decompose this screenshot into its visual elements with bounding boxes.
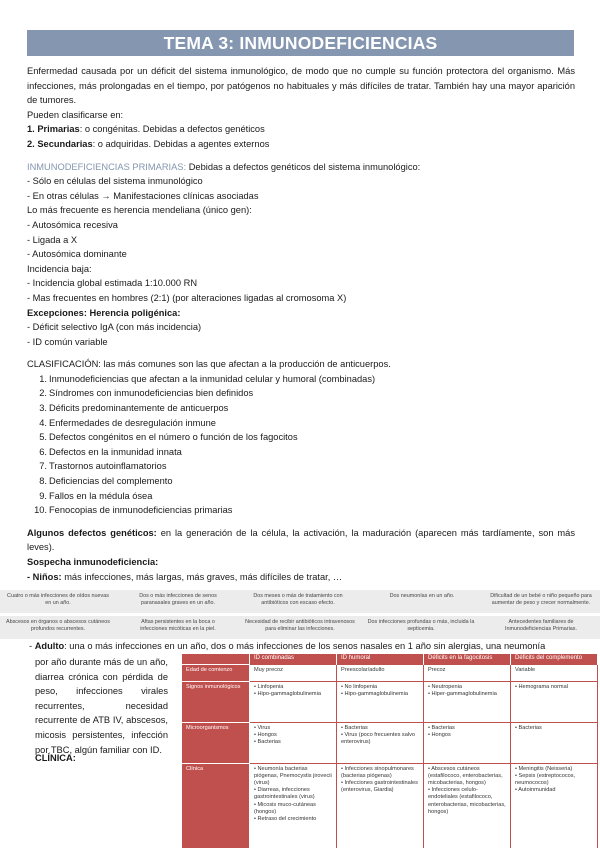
warning-sign: Aftas persistentes en la boca o infecciones micóticas en la piel.: [140, 619, 216, 632]
list-item: - Sólo en células del sistema inmunológico: [27, 176, 203, 187]
list-item: [33, 503, 575, 518]
warning-sign: Abscesos en órganos o abscesos cutáneos profundos recurrentes.: [6, 619, 110, 632]
table-row: [182, 664, 598, 681]
item-text: Déficits predominantemente de anticuerpos: [49, 403, 229, 414]
table-cell: Precoz: [424, 664, 511, 681]
warning-sign: Necesidad de recibir antibióticos intravenosos para eliminar las infecciones.: [245, 619, 355, 632]
class-item: [27, 137, 575, 152]
list-item: - Mas frecuentes en hombres (2:1) (por alteraciones ligadas al cromosoma X): [27, 292, 347, 303]
warning-sign: Antecedentes familiares de Inmunodeficiencias Primarias.: [505, 619, 577, 632]
row-header: Microorganismos: [182, 722, 250, 763]
list-item: [33, 401, 575, 416]
adulto-continuation: por año durante más de un año, diarrea crónica con pérdida de peso, infecciones virales recurrentes, necesidad recurrente de ATB IV, abscesos, micosis persistentes, infección por TBC, algún familiar con ID.: [35, 657, 168, 755]
table-header: [182, 654, 250, 664]
table-cell: • Bacterias • Virus (poco frecuentes salvo enterovirus): [337, 722, 424, 763]
item-text: Trastornos autoinflamatorios: [49, 461, 167, 472]
list-item: [33, 445, 575, 460]
item-text: Síndromes con inmunodeficiencias bien definidos: [49, 388, 254, 399]
table-cell: • Neumonía bacterias piógenas, Pnemocystis jirovecii (virus) • Diarreas, infecciones gastrointestinales (virus) • Micosis muco-cutáneas (hongos) • Retraso del crecimiento: [250, 763, 337, 848]
warning-sign: Dos o más infecciones de senos paranasales graves en un año.: [139, 593, 217, 606]
adulto-lead: Adulto: [34, 641, 65, 651]
list-item: [33, 372, 575, 387]
table-cell: Variable: [511, 664, 598, 681]
clinica-label: CLÍNICA:: [35, 753, 76, 763]
table-row: [182, 681, 598, 722]
page-title: TEMA 3: INMUNODEFICIENCIAS: [27, 30, 574, 56]
item-text: Fallos en la médula ósea: [49, 490, 153, 501]
list-item: - Autosómica recesiva: [27, 219, 118, 230]
list-item: - Autosómica dominante: [27, 249, 127, 260]
table-header: Déficits del complemento: [511, 654, 598, 664]
table-cell: • Neutropenia • Hiper-gammaglobulinemia: [424, 681, 511, 722]
table-header-row: [182, 654, 598, 664]
warning-sign: Dos meses o más de tratamiento con antibióticos con escaso efecto.: [253, 593, 343, 606]
class-label: 2. Secundarias: [27, 138, 93, 149]
table-cell: • Meningitis (Neisseria) • Sepsis (estreptococos, neumococos) • Autoinmunidad: [511, 763, 598, 848]
item-number: 4.: [39, 417, 47, 428]
document-body: [27, 64, 575, 584]
table-cell: • Virus • Hongos • Bacterias: [250, 722, 337, 763]
classify-lead: Pueden clasificarse en:: [27, 109, 124, 120]
row-header: Signos inmunológicos: [182, 681, 250, 722]
sospecha-lead: Sospecha inmunodeficiencia:: [27, 557, 159, 567]
item-number: 6.: [39, 446, 47, 457]
adulto-line: - Adulto: una o más infecciones en un año, dos o más infecciones de los senos nasales en 1 año sin alergias, una neumonía: [29, 641, 546, 651]
table-header: ID combinadas: [250, 654, 337, 664]
list-item: - Ligada a X: [27, 234, 78, 245]
table-cell: • Abscesos cutáneos (estafilococo, enterobacterias, micobacterias, hongos) • Infecciones celulo-endoteliales (estafilococo, enterobacterias, micobacterias, hongos): [424, 763, 511, 848]
item-text: Enfermedades de desregulación inmune: [49, 417, 216, 428]
table-row: [182, 763, 598, 848]
item-number: 9.: [39, 490, 47, 501]
warning-sign: Dos neumonías en un año.: [389, 593, 455, 599]
primarias-heading-rest: Debidas a defectos genéticos del sistema inmunológico:: [186, 161, 421, 172]
table-row: [182, 722, 598, 763]
row-header: Clínica: [182, 763, 250, 848]
table-cell: • No linfopenia • Hipo-gammaglobulinemia: [337, 681, 424, 722]
herencia-lead: Lo más frecuente es herencia mendeliana (único gen):: [27, 205, 252, 216]
primarias-heading-accent: INMUNODEFICIENCIAS PRIMARIAS:: [27, 161, 187, 172]
table-header: Déficits en la fagocitosis: [424, 654, 511, 664]
ninos-lead: - Niños:: [27, 571, 62, 582]
item-text: Fenocopias de inmunodeficiencias primarias: [49, 505, 233, 516]
item-number: 3.: [39, 403, 47, 414]
item-text: Defectos en la inmunidad innata: [49, 446, 182, 457]
list-item: - Incidencia global estimada 1:10.000 RN: [27, 278, 198, 289]
table-header: ID humoral: [337, 654, 424, 664]
clinical-table: [181, 654, 598, 848]
warning-sign: Cuatro o más infecciones de oídos nuevas en un año.: [7, 593, 109, 606]
item-number: 10.: [34, 505, 47, 516]
table-cell: • Linfopenia • Hipo-gammaglobulinemia: [250, 681, 337, 722]
list-item: - En otras células → Manifestaciones clínicas asociadas: [27, 190, 259, 201]
table-cell: Preescolar/adulto: [337, 664, 424, 681]
defectos-paragraph: [27, 526, 575, 555]
item-number: 5.: [39, 432, 47, 443]
adulto-text: : una o más infecciones en un año, dos o más infecciones de los senos nasales en 1 año sin alergias, una neumonía: [64, 641, 546, 651]
item-text: Inmunodeficiencias que afectan a la inmunidad celular y humoral (combinadas): [49, 373, 376, 384]
class-text: : o congénitas. Debidas a defectos genéticos: [79, 124, 265, 135]
warning-signs-row-1: [0, 590, 600, 613]
class-text: : o adquiridas. Debidas a agentes externos: [92, 138, 270, 149]
list-item: [33, 489, 575, 504]
clasificacion-list: [27, 372, 575, 518]
item-text: Defectos congénitos en el número o función de los fagocitos: [49, 432, 298, 443]
excepciones-lead: Excepciones: Herencia poligénica:: [27, 307, 181, 318]
item-number: 8.: [39, 476, 47, 487]
clasificacion-lead: CLASIFICACIÓN: las más comunes son las que afectan a la producción de anticuerpos.: [27, 359, 391, 370]
list-item: [33, 474, 575, 489]
table-cell: Muy precoz: [250, 664, 337, 681]
defectos-text: en la generación de la célula, la activación, la maduración (aparecen más tardíamente, son más leves).: [27, 527, 575, 553]
table-cell: • Infecciones sinopulmonares (bacterias piógenas) • Infecciones gastrointestinales (enterovirus, Giardia): [337, 763, 424, 848]
list-item: [33, 416, 575, 431]
item-number: 1.: [39, 373, 47, 384]
item-number: 2.: [39, 388, 47, 399]
table-cell: • Hemograma normal: [511, 681, 598, 722]
incidencia-lead: Incidencia baja:: [27, 263, 92, 274]
table-cell: • Bacterias • Hongos: [424, 722, 511, 763]
item-text: Deficiencias del complemento: [49, 476, 173, 487]
class-item: [27, 122, 575, 137]
list-item: [33, 430, 575, 445]
class-label: 1. Primarias: [27, 124, 80, 135]
ninos-line: [27, 570, 575, 585]
primarias-heading: [27, 160, 575, 175]
intro-paragraph: Enfermedad causada por un déficit del sistema inmunológico, de modo que no cumple su función protectora del organismo. Más infecciones, más prolongadas en el tiempo, por patógenos no habituales y más difíciles de tratar. También hay una mayor aparición de tumores.: [27, 66, 575, 106]
table-cell: • Bacterias: [511, 722, 598, 763]
ninos-text: más infecciones, más largas, más graves, más difíciles de tratar, …: [61, 571, 343, 582]
row-header: Edad de comienzo: [182, 664, 250, 681]
list-item: - Déficit selectivo IgA (con más incidencia): [27, 322, 202, 333]
item-number: 7.: [39, 461, 47, 472]
list-item: [33, 386, 575, 401]
list-item: - ID común variable: [27, 336, 108, 347]
warning-sign: Dificultad de un bebé o niño pequeño para aumentar de peso y crecer normalmente.: [490, 593, 592, 606]
defectos-lead: Algunos defectos genéticos:: [27, 527, 157, 538]
list-item: [33, 459, 575, 474]
warning-sign: Dos infecciones profundas o más, incluida la septicemia.: [367, 619, 475, 632]
warning-signs-row-2: [0, 616, 600, 639]
